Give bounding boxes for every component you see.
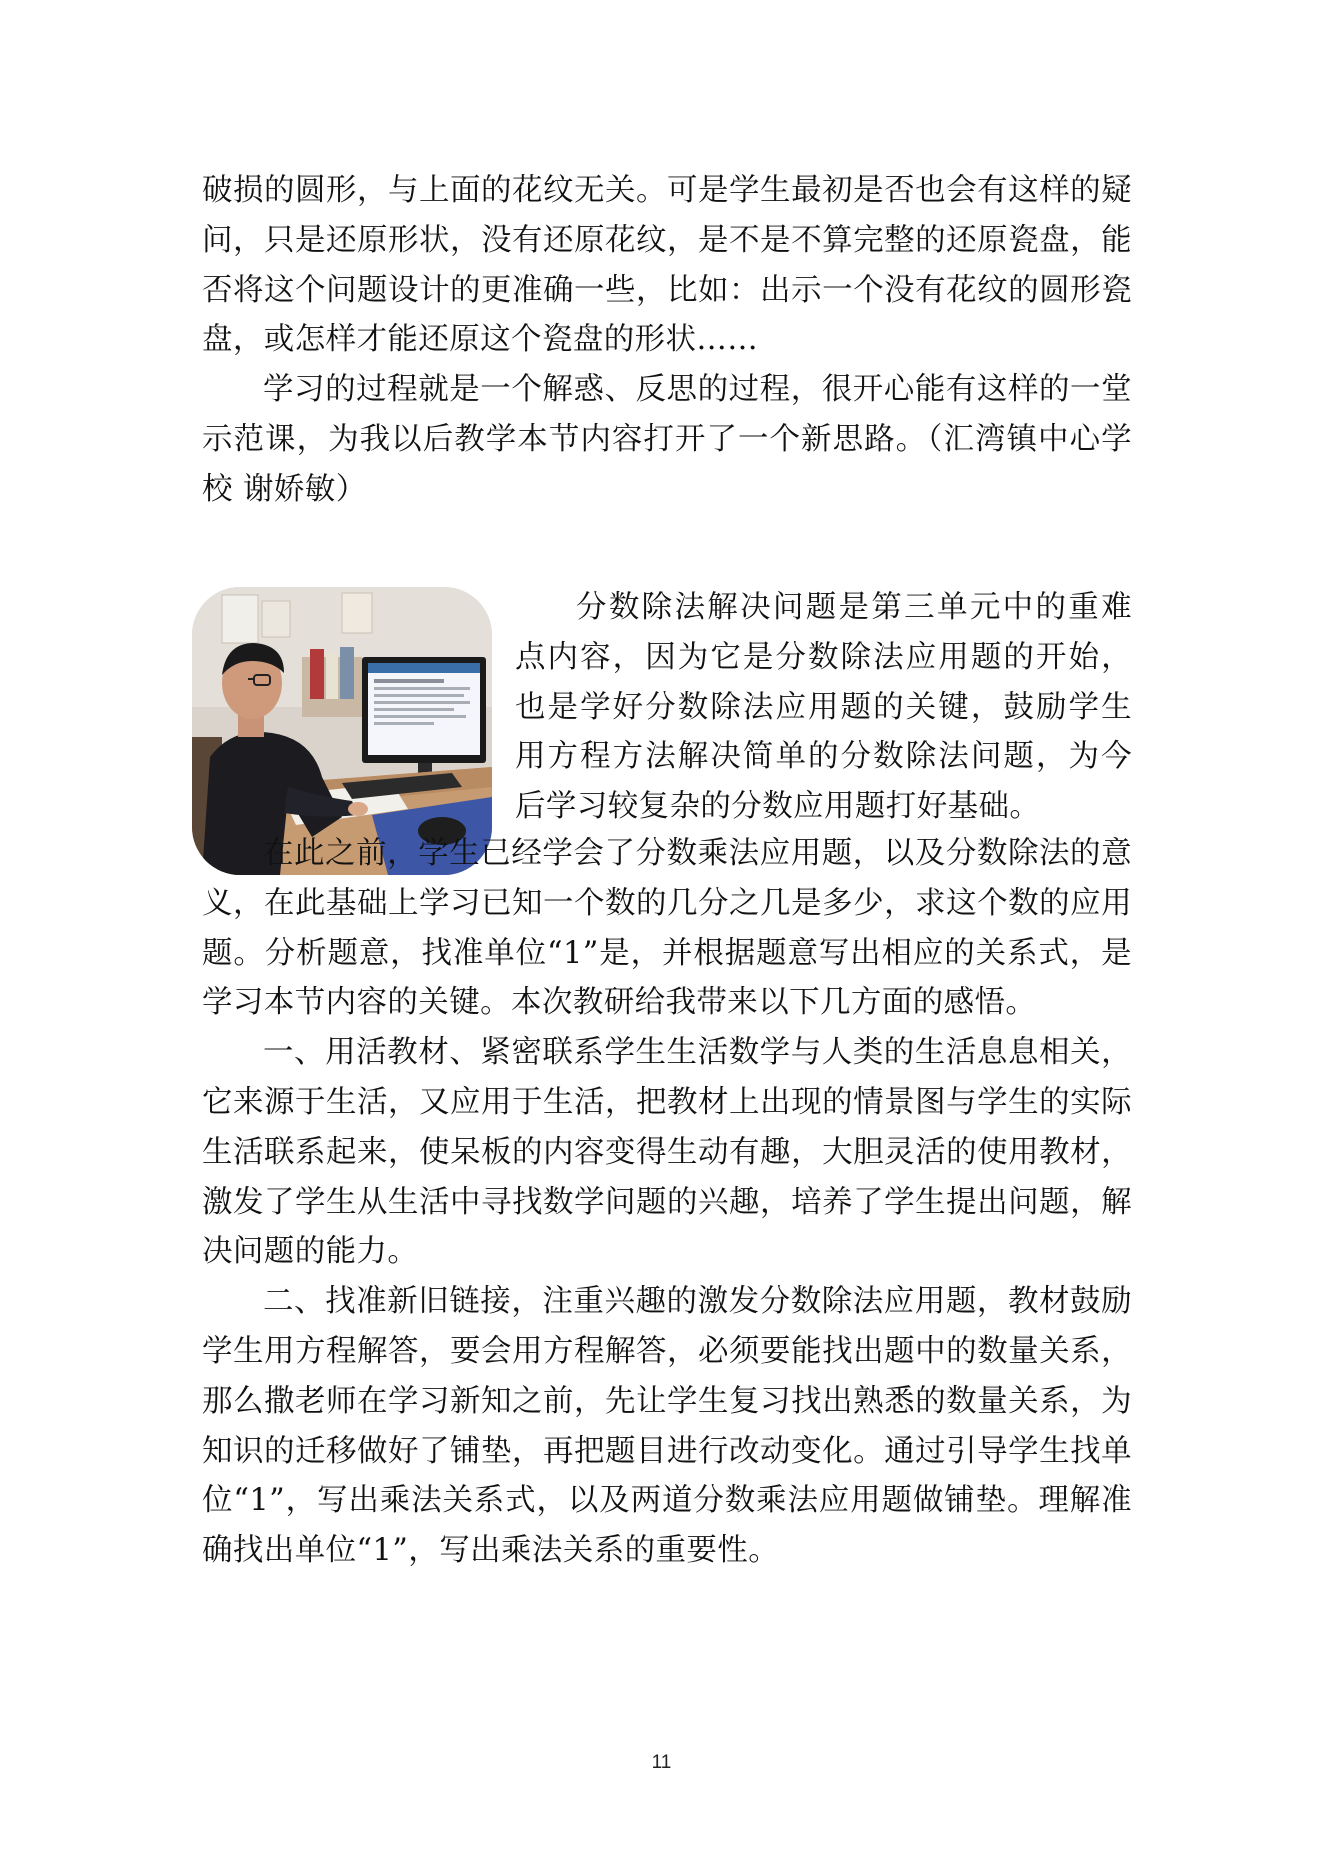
bottom-text-block — [202, 829, 1132, 1576]
page-number: 11 — [651, 1752, 672, 1773]
paragraph-3: 一、用活教材、紧密联系学生生活数学与人类的生活息息相关，它来源于生活，又应用于生活，把教材上出现的情景图与学生的实际生活联系起来，使呆板的内容变得生动有趣，大胆灵活的使用教材，激发了学生从生活中寻找数学问题的兴趣，培养了学生提出问题，解决问题的能力。 — [202, 1035, 1132, 1270]
reflection-paragraph: 学习的过程就是一个解惑、反思的过程，很开心能有这样的一堂示范课，为我以后教学本节内容打开了一个新思路。（汇湾镇中心学校 谢娇敏） — [202, 372, 1132, 507]
paragraph-2: 在此之前，学生已经学会了分数乘法应用题，以及分数除法的意义，在此基础上学习已知一个数的几分之几是多少，求这个数的应用题。分析题意，找准单位“1”是，并根据题意写出相应的关系式，是学习本节内容的关键。本次教研给我带来以下几方面的感悟。 — [202, 836, 1132, 1021]
intro-paragraph: 分数除法解决问题是第三单元中的重难点内容，因为它是分数除法应用题的开始，也是学好分数除法应用题的关键，鼓励学生用方程方法解决简单的分数除法问题，为今后学习较复杂的分数应用题打好基础。 — [515, 590, 1132, 825]
paragraph-4: 二、找准新旧链接，注重兴趣的激发分数除法应用题，教材鼓励学生用方程解答，要会用方程解答，必须要能找出题中的数量关系，那么撒老师在学习新知之前，先让学生复习找出熟悉的数量关系，为知识的迁移做好了铺垫，再把题目进行改动变化。通过引导学生找单位“1”，写出乘法关系式，以及两道分数乘法应用题做铺垫。理解准确找出单位“1”，写出乘法关系的重要性。 — [202, 1284, 1132, 1569]
float-text-column — [515, 583, 1132, 832]
top-text-block — [202, 166, 1132, 515]
continuation-paragraph: 破损的圆形，与上面的花纹无关。可是学生最初是否也会有这样的疑问，只是还原形状，没有还原花纹，是不是不算完整的还原瓷盘，能否将这个问题设计的更准确一些，比如：出示一个没有花纹的圆形瓷盘，或怎样才能还原这个瓷盘的形状…… — [202, 173, 1132, 358]
photo-text-section — [202, 583, 1132, 829]
